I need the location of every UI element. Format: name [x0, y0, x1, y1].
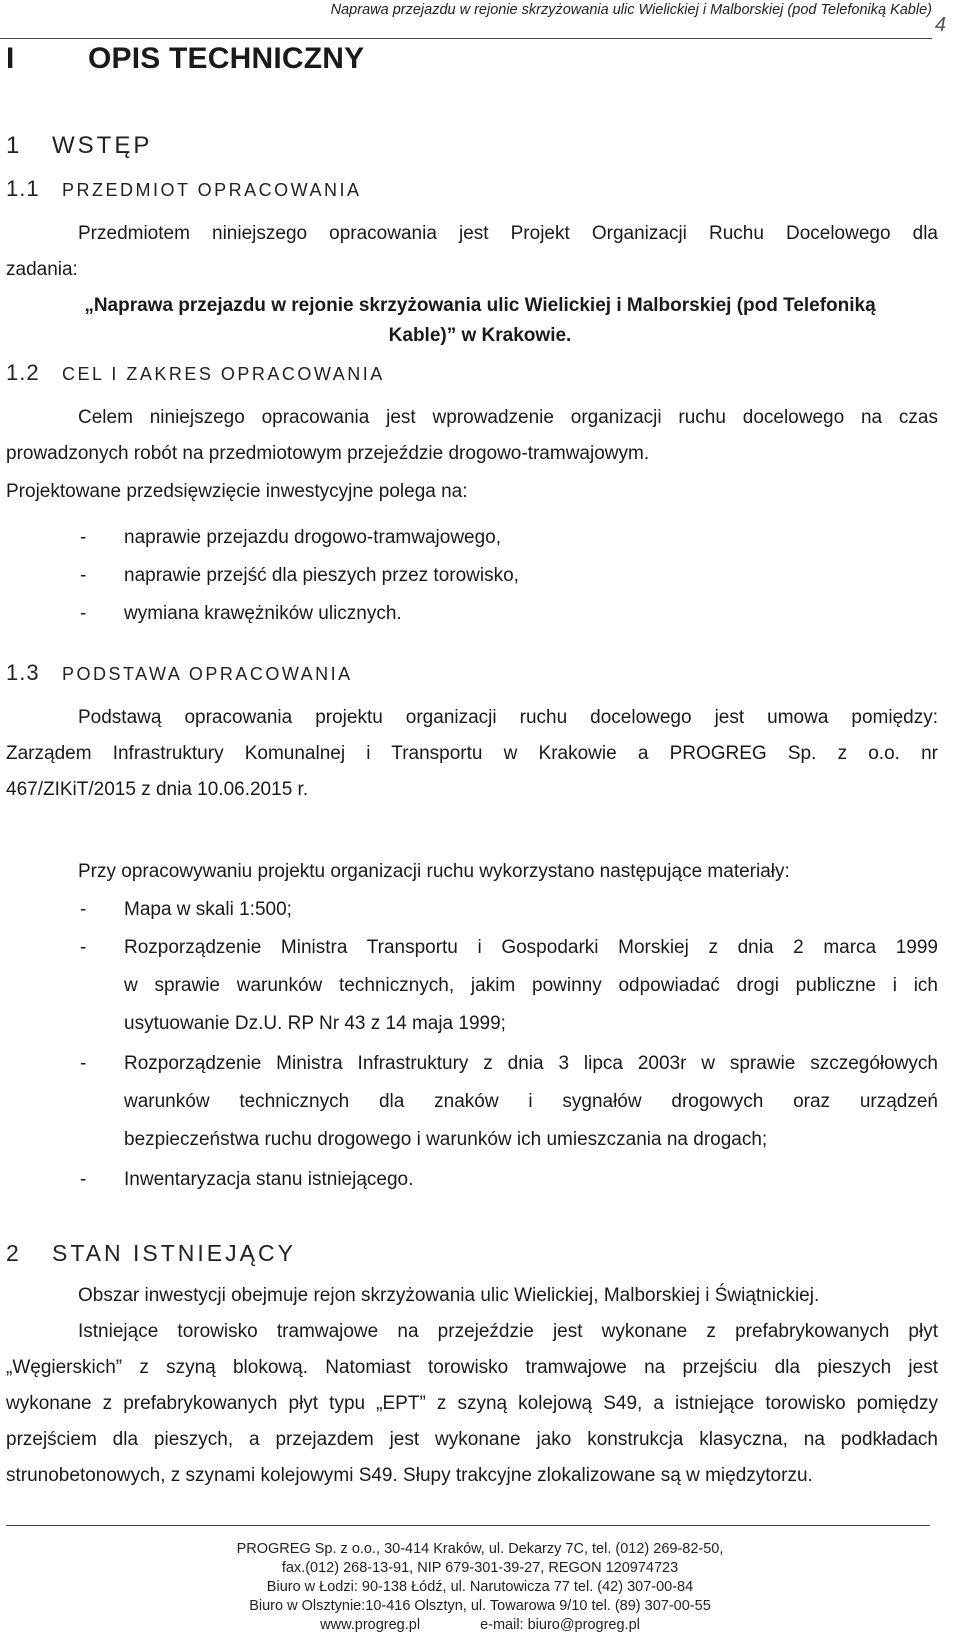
subsection-heading-1-3 [6, 660, 353, 686]
subsection-heading-1-2 [6, 360, 385, 386]
footer-rule [6, 1525, 930, 1526]
paragraph-line: przejściem dla pieszych, a przejazdem jest wykonane jako konstrukcja klasyczna, na podkładach [6, 1429, 938, 1450]
subsection-title: PODSTAWA OPRACOWANIA [62, 664, 353, 684]
list-dash: - [80, 1053, 87, 1074]
subsection-number: 1.2 [6, 360, 40, 385]
project-title-line: Kable)” w Krakowie. [388, 325, 572, 346]
list-item-text: bezpieczeństwa ruchu drogowego i warunków ich umieszczania na drogach; [124, 1129, 768, 1150]
subsection-title: CEL I ZAKRES OPRACOWANIA [62, 364, 385, 384]
subsection-title: PRZEDMIOT OPRACOWANIA [62, 180, 362, 200]
list-item [80, 1046, 938, 1158]
list-item [80, 558, 938, 594]
section-number: 1 [6, 132, 20, 159]
list-item [80, 596, 938, 632]
paragraph-line: Przy opracowywaniu projektu organizacji ruchu wykorzystano następujące materiały: [78, 861, 790, 882]
list-item [80, 520, 938, 556]
list-item [80, 892, 938, 928]
paragraph-line: zadania: [6, 259, 78, 280]
chapter-number: I [6, 42, 15, 75]
paragraph-line: 467/ZIKiT/2015 z dnia 10.06.2015 r. [6, 779, 309, 800]
footer-address-line: PROGREG Sp. z o.o., 30-414 Kraków, ul. Dekarzy 7C, tel. (012) 269-82-50, [236, 1541, 724, 1557]
list-dash: - [80, 565, 87, 586]
list-item-text: naprawie przejść dla pieszych przez torowisko, [124, 565, 519, 586]
chapter-title [6, 42, 364, 76]
section-title: WSTĘP [52, 132, 153, 159]
list-item-text: Inwentaryzacja stanu istniejącego. [124, 1169, 414, 1190]
paragraph-line: strunobetonowych, z szynami kolejowymi S49. Słupy trakcyjne zlokalizowane są w międzytorzu. [6, 1465, 813, 1486]
list-item-text: warunków technicznych dla znaków i sygnałów drogowych oraz urządzeń [124, 1091, 938, 1112]
section-heading-2 [6, 1240, 296, 1267]
paragraph-line: Zarządem Infrastruktury Komunalnej i Transportu w Krakowie a PROGREG Sp. z o.o. nr [6, 743, 938, 764]
footer-website-link[interactable]: www.progreg.pl [320, 1617, 421, 1633]
paragraph-line: Projektowane przedsięwzięcie inwestycyjne polega na: [6, 481, 468, 502]
list-dash: - [80, 1169, 87, 1190]
project-title-line: „Naprawa przejazdu w rejonie skrzyżowania ulic Wielickiej i Malborskiej (pod Telefoniką [84, 295, 876, 316]
footer-address-line: Biuro w Łodzi: 90-138 Łódź, ul. Narutowicza 77 tel. (42) 307-00-84 [266, 1579, 694, 1595]
footer-email-link[interactable]: e-mail: biuro@progreg.pl [480, 1617, 640, 1633]
list-item-text: usytuowanie Dz.U. RP Nr 43 z 14 maja 1999; [124, 1013, 506, 1034]
list-dash: - [80, 899, 87, 920]
list-dash: - [80, 603, 87, 624]
page-number: 4 [934, 14, 946, 36]
list-item-text: wymiana krawężników ulicznych. [124, 603, 402, 624]
list-item-text: naprawie przejazdu drogowo-tramwajowego, [124, 527, 502, 548]
list-item [80, 930, 938, 1042]
running-header: Naprawa przejazdu w rejonie skrzyżowania ulic Wielickiej i Malborskiej (pod Telefoniką Kable) [330, 2, 932, 18]
subsection-number: 1.3 [6, 660, 40, 685]
footer-address-line: Biuro w Olsztynie:10-416 Olsztyn, ul. Towarowa 9/10 tel. (89) 307-00-55 [249, 1598, 711, 1614]
paragraph-line: „Węgierskich” z szyną blokową. Natomiast torowisko tramwajowe na przejściu dla pieszych jest [6, 1357, 938, 1378]
list-item-text: Rozporządzenie Ministra Infrastruktury z dnia 3 lipca 2003r w sprawie szczegółowych [124, 1053, 938, 1074]
paragraph-line: prowadzonych robót na przedmiotowym przejeździe drogowo-tramwajowym. [6, 443, 650, 464]
footer-address-line: fax.(012) 268-13-91, NIP 679-301-39-27, REGON 120974723 [281, 1560, 679, 1576]
paragraph-line: Przedmiotem niniejszego opracowania jest Projekt Organizacji Ruchu Docelowego dla [78, 223, 938, 244]
section-number: 2 [6, 1240, 19, 1266]
subsection-heading-1-1 [6, 176, 362, 202]
list-item-text: Rozporządzenie Ministra Transportu i Gospodarki Morskiej z dnia 2 marca 1999 [124, 937, 938, 958]
paragraph-line: Celem niniejszego opracowania jest wprowadzenie organizacji ruchu docelowego na czas [78, 407, 938, 428]
paragraph-line: Podstawą opracowania projektu organizacji ruchu docelowego jest umowa pomiędzy: [78, 707, 938, 728]
chapter-title-text: OPIS TECHNICZNY [88, 42, 365, 75]
paragraph-line: Istniejące torowisko tramwajowe na przejeździe jest wykonane z prefabrykowanych płyt [78, 1321, 938, 1342]
paragraph-line: Obszar inwestycji obejmuje rejon skrzyżowania ulic Wielickiej, Malborskiej i Świątnickiej. [78, 1285, 820, 1306]
footer-contact [0, 1616, 960, 1635]
paragraph-line: wykonane z prefabrykowanych płyt typu „EPT” z szyną kolejową S49, a istniejące torowisko pomiędzy [6, 1393, 938, 1414]
list-item-text: w sprawie warunków technicznych, jakim powinny odpowiadać drogi publiczne i ich [124, 975, 938, 996]
header-rule [0, 38, 932, 39]
section-title: STAN ISTNIEJĄCY [52, 1240, 296, 1266]
section-heading-1 [6, 132, 152, 160]
list-dash: - [80, 937, 87, 958]
list-item-text: Mapa w skali 1:500; [124, 899, 292, 920]
subsection-number: 1.1 [6, 176, 40, 201]
list-dash: - [80, 527, 87, 548]
list-item [80, 1162, 938, 1198]
